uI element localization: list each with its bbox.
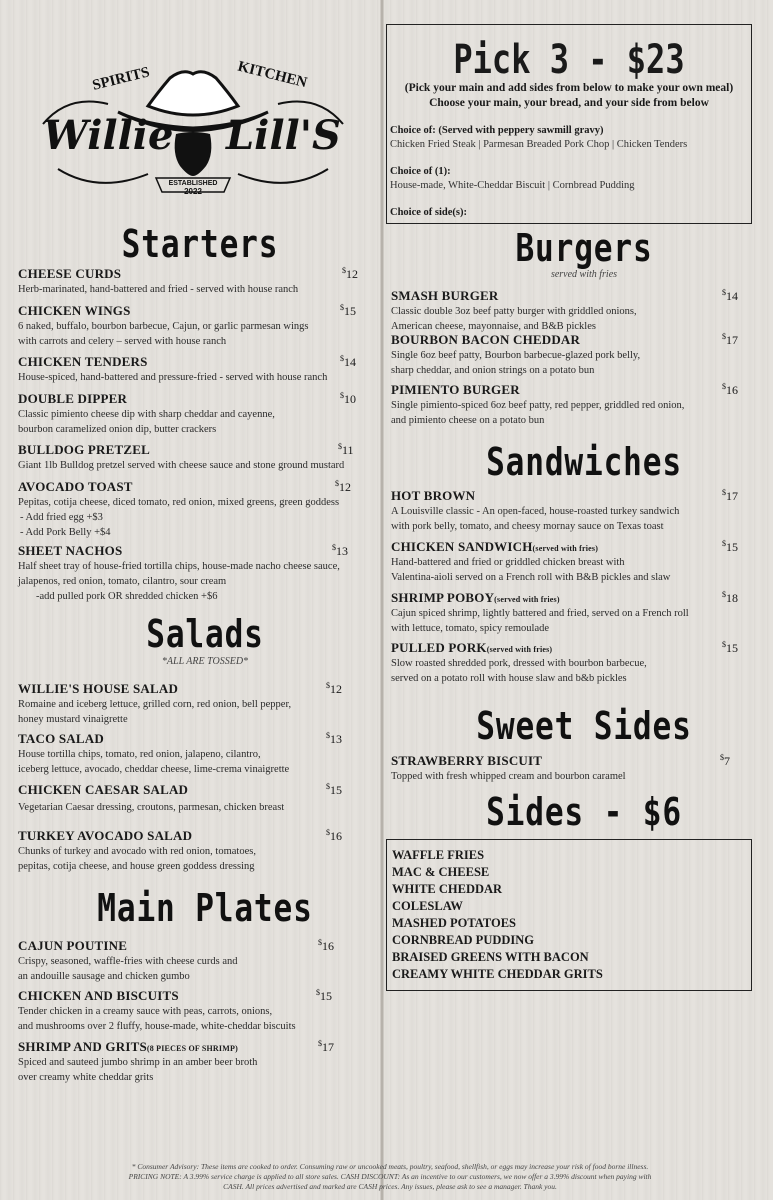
sides-title: Sides - $6 [486,790,682,834]
item-price: $15 [316,988,332,1003]
item-name: CHICKEN CAESAR SALAD [18,782,189,797]
item-desc: Half sheet tray of house-fried tortilla chips, house-made nacho cheese sauce, jalapenos, red onion, tomato, cilantro, sour cream -add pulled pork OR shredded chicken +$6 [18,561,340,602]
logo-established: ESTABLISHED [168,180,218,187]
item-tag: (served with fries) [486,645,553,654]
menu-item [18,266,363,297]
item-price: $15 [722,539,738,554]
item-desc: Chunks of turkey and avocado with red onion, tomatoes, pepitas, cotija cheese, and house green goddess dressing [18,846,256,872]
item-name: BOURBON BACON CHEDDAR [391,332,581,347]
logo-kitchen: KITCHEN [235,58,309,92]
item-price: $15 [722,640,738,655]
item-price: $16 [318,938,334,953]
menu-item [18,391,363,437]
item-desc: 6 naked, buffalo, bourbon barbecue, Cajun, or garlic parmesan wings with carrots and celery – served with house ranch [18,321,309,347]
item-name: BULLDOG PRETZEL [18,442,150,457]
item-name: PULLED PORK(served with fries) [391,640,553,655]
menu-item [18,1039,363,1085]
pick3-choice-1-options: Chicken Fried Steak | Parmesan Breaded Pork Chop | Chicken Tenders [390,139,688,150]
item-name: WILLIE'S HOUSE SALAD [18,681,179,696]
item-price: $17 [722,332,738,347]
side-item: WHITE CHEDDAR [392,882,503,896]
item-desc: Classic pimiento cheese dip with sharp cheddar and cayenne, bourbon caramelized onion dip, butter crackers [18,409,275,435]
item-name: CAJUN POUTINE [18,938,128,953]
item-name: CHICKEN TENDERS [18,354,148,369]
menu-item [391,539,721,585]
logo-graphic [38,54,348,194]
item-price: $13 [332,543,348,558]
side-item: CREAMY WHITE CHEDDAR GRITS [392,967,603,981]
item-desc: House tortilla chips, tomato, red onion, jalapeno, cilantro, iceberg lettuce, avocado, cheddar cheese, lime-crema vinaigrette [18,749,290,775]
restaurant-logo [38,54,348,194]
side-item: COLESLAW [392,899,463,913]
item-name: SHRIMP AND GRITS(8 PIECES OF SHRIMP) [18,1039,238,1054]
item-price: $10 [340,391,356,406]
item-price: $13 [326,731,342,746]
item-desc: Slow roasted shredded pork, dressed with bourbon barbecue, served on a potato roll with house slaw and b&b pickles [391,658,647,684]
burgers-note: served with fries [550,269,618,280]
item-price: $16 [722,382,738,397]
menu-item [391,640,721,686]
item-price: $15 [340,303,356,318]
item-name: STRAWBERRY BISCUIT [391,753,543,768]
item-tag: (served with fries) [494,595,560,604]
item-tag: (served with fries) [532,544,599,553]
item-desc: Pepitas, cotija cheese, diced tomato, red onion, mixed greens, green goddess - Add fried egg +$3 - Add Pork Belly +$4 [18,497,340,538]
item-price: $16 [326,828,342,843]
item-price: $12 [326,681,342,696]
menu-item [18,731,363,777]
menu-item [18,303,363,349]
salads-note: *ALL ARE TOSSED* [161,656,249,667]
item-price: $14 [340,354,356,369]
menu-item [391,753,721,784]
item-name: SHRIMP POBOY(served with fries) [391,590,560,605]
item-desc: Single pimiento-spiced 6oz beef patty, red pepper, griddled red onion, and pimiento cheese on a potato bun [391,400,685,426]
logo-spirits: SPIRITS [90,64,152,94]
item-desc: Spiced and sauteed jumbo shrimp in an amber beer broth over creamy white cheddar grits [18,1057,258,1083]
item-desc: Topped with fresh whipped cream and bourbon caramel [391,771,626,782]
item-desc: Cajun spiced shrimp, lightly battered and fried, served on a French roll with lettuce, tomato, spicy remoulade [391,608,689,634]
pick3-choice-1-label: Choice of: (Served with peppery sawmill gravy) [390,125,604,136]
side-item: WAFFLE FRIES [392,848,485,862]
item-desc: Giant 1lb Bulldog pretzel served with cheese sauce and stone ground mustard [18,460,345,471]
item-desc: Tender chicken in a creamy sauce with peas, carrots, onions, and mushrooms over 2 fluffy, house-made, white-cheddar biscuits [18,1006,296,1032]
pick3-subtitle-2: Choose your main, your bread, and your side from below [429,97,709,109]
menu-item [18,828,363,874]
menu-item [391,590,721,636]
item-price: $14 [722,288,738,303]
consumer-advisory-footer: * Consumer Advisory: These items are cooked to order. Consuming raw or uncooked meats, poultry, seafood, shellfish, or eggs may increase your risk of food borne illness. PRICING NOTE: A 3.99% service charge is applied to all store sales. CASH DISCOUNT: As an incentive to our customers, we now offer a 3.99% discount when paying with CASH. All prices advertised and marked are CASH prices. Any issues, please ask to see a manager. Thank you. [128,1162,652,1191]
item-desc: A Louisville classic - An open-faced, house-roasted turkey sandwich with pork belly, tomato, and cheesy mornay sauce on Texas toast [391,506,680,532]
item-desc: Crispy, seasoned, waffle-fries with cheese curds and an andouille sausage and chicken gumbo [18,956,238,982]
menu-item [18,782,363,815]
item-name: AVOCADO TOAST [18,479,133,494]
item-name: TURKEY AVOCADO SALAD [18,828,193,843]
item-price: $12 [342,266,358,281]
menu-item [391,382,721,428]
menu-item [18,442,368,473]
item-name: PIMIENTO BURGER [391,382,520,397]
starters-title: Starters [121,222,279,266]
pick3-choice-3-label: Choice of side(s): [390,207,467,218]
menu-item [18,681,363,727]
item-desc: Romaine and iceberg lettuce, grilled corn, red onion, bell pepper, honey mustard vinaigrette [18,699,292,725]
sandwiches-title: Sandwiches [486,440,682,484]
side-item: BRAISED GREENS WITH BACON [392,950,589,964]
item-desc: Vegetarian Caesar dressing, croutons, parmesan, chicken breast [18,802,285,813]
item-name: SHEET NACHOS [18,543,123,558]
item-desc: Classic double 3oz beef patty burger with griddled onions, American cheese, mayonnaise, and B&B pickles [391,306,637,332]
item-price: $7 [720,753,730,768]
burgers-title: Burgers [515,226,653,270]
item-name: CHICKEN WINGS [18,303,131,318]
pick3-choice-2-label: Choice of (1): [390,166,451,177]
menu-item [391,488,721,534]
item-price: $12 [335,479,351,494]
side-item: MAC & CHEESE [392,865,490,879]
item-desc: Herb-marinated, hand-battered and fried - served with house ranch [18,284,299,295]
logo-name-right: Lill'S [226,112,341,159]
item-name: CHEESE CURDS [18,266,122,281]
menu-item [18,479,368,540]
item-name: DOUBLE DIPPER [18,391,128,406]
logo-name-left: Willie [43,112,174,159]
menu-item [18,543,368,604]
side-item: MASHED POTATOES [392,916,516,930]
menu-item [391,288,721,334]
item-price: $11 [338,442,354,457]
item-desc: Hand-battered and fried or griddled chicken breast with Valentina-aioli served on a French roll with B&B pickles and slaw [391,557,671,583]
item-price: $17 [318,1039,334,1054]
menu-item [391,332,721,378]
item-name: CHICKEN SANDWICH(served with fries) [391,539,599,554]
item-tag: (8 PIECES OF SHRIMP) [146,1044,238,1053]
logo-year: 2022 [184,187,202,194]
item-price: $18 [722,590,738,605]
item-name: CHICKEN AND BISCUITS [18,988,179,1003]
item-name: HOT BROWN [391,488,476,503]
sides-box [386,839,752,991]
side-item: CORNBREAD PUDDING [392,933,535,947]
pick3-box [386,24,752,224]
main-plates-title: Main Plates [97,886,313,930]
item-desc: Single 6oz beef patty, Bourbon barbecue-glazed pork belly, sharp cheddar, and onion strings on a potato bun [391,350,641,376]
item-desc: House-spiced, hand-battered and pressure-fried - served with house ranch [18,372,328,383]
pick3-choice-2-options: House-made, White-Cheddar Biscuit | Cornbread Pudding [390,180,635,191]
sweet-sides-title: Sweet Sides [476,704,692,748]
menu-item [18,938,363,984]
item-price: $17 [722,488,738,503]
pick3-title: Pick 3 - $23 [453,37,685,83]
pick3-subtitle-1: (Pick your main and add sides from below to make your own meal) [404,82,734,94]
menu-item [18,354,363,385]
salads-title: Salads [146,612,264,656]
item-price: $15 [326,782,342,797]
item-name: SMASH BURGER [391,288,499,303]
item-name: TACO SALAD [18,731,104,746]
menu-item [18,988,363,1034]
